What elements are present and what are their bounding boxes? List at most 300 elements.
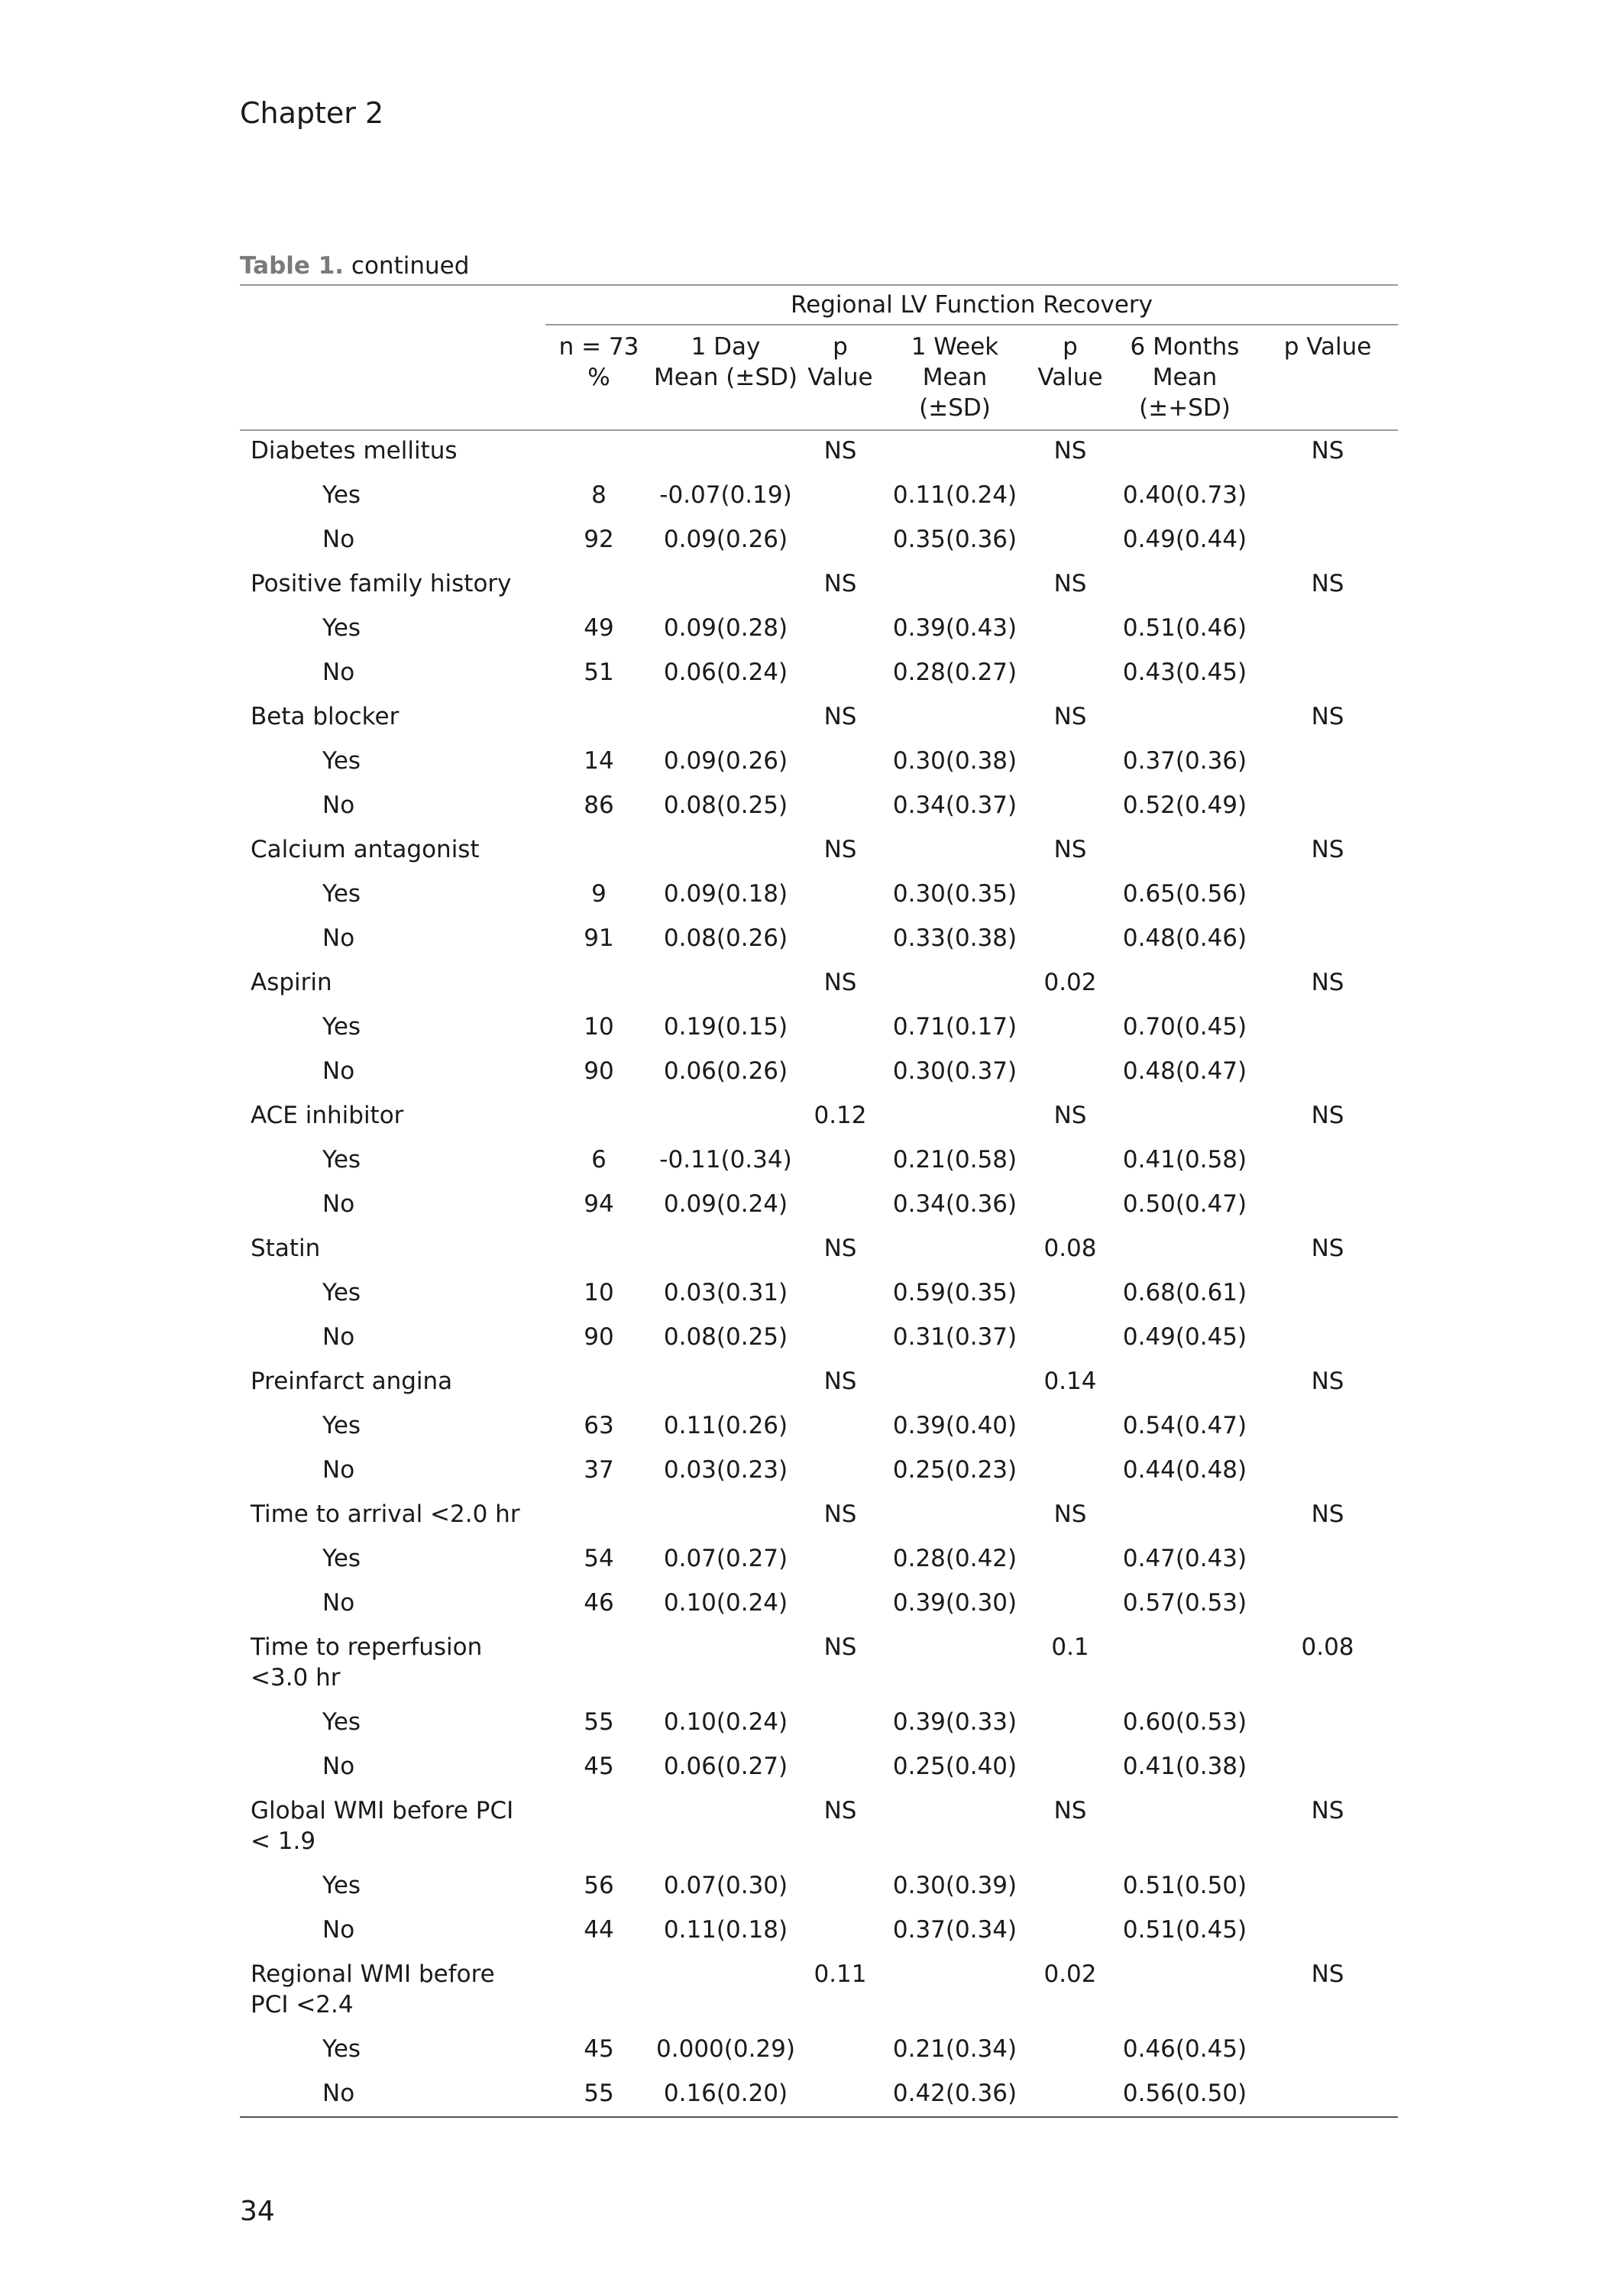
cell-p1: [799, 1317, 882, 1361]
cell-p1: [799, 741, 882, 785]
cell-1day: [652, 1627, 799, 1702]
cell-n: 54: [584, 1545, 614, 1572]
cell-6months: 0.51(0.46): [1122, 614, 1247, 642]
cell-1day: 0.09(0.26): [663, 747, 788, 775]
cell-1day: 0.09(0.24): [663, 1190, 788, 1218]
header-variable: [240, 325, 545, 430]
cell-1week: 0.71(0.17): [892, 1013, 1017, 1041]
cell-n: 51: [584, 659, 614, 686]
group-header-row: [240, 285, 1398, 325]
cell-n: [545, 1229, 652, 1273]
cell-p1: [799, 1140, 882, 1184]
cell-6months: 0.41(0.58): [1122, 1146, 1247, 1174]
cell-p3: [1257, 1450, 1398, 1494]
cell-1week: 0.25(0.23): [892, 1456, 1017, 1484]
cell-1week: [882, 1627, 1028, 1702]
cell-6months: [1112, 1791, 1257, 1866]
cell-6months: [1112, 430, 1257, 475]
cell-1day: 0.08(0.25): [663, 792, 788, 819]
cell-p1: [799, 785, 882, 830]
cell-p3: [1257, 1866, 1398, 1910]
cell-n: [545, 1096, 652, 1140]
cell-p1: [799, 1539, 882, 1583]
cell-n: [545, 1954, 652, 2029]
cell-6months: 0.44(0.48): [1122, 1456, 1247, 1484]
cell-p2: [1028, 918, 1112, 963]
row-label: No: [322, 1753, 355, 1780]
cell-1week: [882, 430, 1028, 475]
cell-1day: 0.08(0.25): [663, 1323, 788, 1351]
cell-p1: NS: [823, 1633, 857, 1661]
cell-p3: [1257, 2029, 1398, 2073]
cell-1day: 0.06(0.26): [663, 1057, 788, 1085]
cell-1week: 0.31(0.37): [892, 1323, 1017, 1351]
cell-p1: NS: [823, 1235, 857, 1262]
row-label: No: [322, 1323, 355, 1351]
cell-1week: 0.28(0.42): [892, 1545, 1017, 1572]
row-label: No: [322, 1456, 355, 1484]
table-caption: [240, 249, 469, 283]
cell-p3: [1257, 1184, 1398, 1229]
row-label: No: [322, 659, 355, 686]
cell-p3: NS: [1311, 1368, 1344, 1395]
cell-p2: [1028, 1273, 1112, 1317]
cell-p2: [1028, 1406, 1112, 1450]
page-number: 34: [240, 2196, 275, 2227]
cell-1day: [652, 1229, 799, 1273]
cell-1week: [882, 963, 1028, 1007]
header-p-value-2: p Value: [1028, 325, 1112, 430]
cell-1day: -0.11(0.34): [659, 1146, 792, 1174]
cell-n: 6: [591, 1146, 607, 1174]
cell-p3: [1257, 1910, 1398, 1954]
row-label: Regional WMI before PCI <2.4: [251, 1960, 495, 2018]
cell-p2: [1028, 608, 1112, 652]
cell-p1: [799, 2029, 882, 2073]
cell-p1: [799, 1051, 882, 1096]
row-label: No: [322, 1190, 355, 1218]
cell-6months: [1112, 1627, 1257, 1702]
cell-1week: 0.28(0.27): [892, 659, 1017, 686]
cell-6months: 0.48(0.47): [1122, 1057, 1247, 1085]
row-label: Yes: [322, 1013, 361, 1041]
table-row-sub: [240, 874, 1398, 918]
cell-p1: [799, 608, 882, 652]
cell-p1: [799, 2073, 882, 2117]
table-row-sub: [240, 1007, 1398, 1051]
table-row-sub: [240, 520, 1398, 564]
cell-p3: [1257, 475, 1398, 520]
row-label: No: [322, 1916, 355, 1944]
table-row-sub: [240, 652, 1398, 697]
cell-p1: NS: [823, 969, 857, 996]
cell-n: 45: [584, 2035, 614, 2063]
table-row-sub: [240, 785, 1398, 830]
cell-1week: 0.39(0.43): [892, 614, 1017, 642]
cell-1week: 0.21(0.34): [892, 2035, 1017, 2063]
row-label: Yes: [322, 747, 361, 775]
cell-1day: 0.09(0.26): [663, 526, 788, 553]
table-row-sub: [240, 1140, 1398, 1184]
cell-n: [545, 697, 652, 741]
cell-6months: 0.56(0.50): [1112, 2073, 1257, 2117]
cell-p2: [1028, 1747, 1112, 1791]
cell-p1: [799, 1747, 882, 1791]
cell-p3: [1257, 1051, 1398, 1096]
cell-n: [545, 430, 652, 475]
cell-1day: [652, 1791, 799, 1866]
cell-1week: 0.39(0.33): [892, 1708, 1017, 1736]
table-row-group: [240, 1229, 1398, 1273]
cell-1day: 0.03(0.31): [663, 1279, 788, 1306]
cell-6months: 0.51(0.45): [1122, 1916, 1247, 1944]
table-row-sub: [240, 2029, 1398, 2073]
table-row-group: [240, 1627, 1398, 1702]
cell-p1: [799, 475, 882, 520]
cell-p1: 0.11: [814, 1960, 867, 1988]
cell-p2: 0.14: [1043, 1368, 1097, 1395]
cell-p3: [1257, 1317, 1398, 1361]
cell-n: 14: [584, 747, 614, 775]
cell-1day: 0.06(0.27): [663, 1753, 788, 1780]
cell-1day: -0.07(0.19): [659, 481, 792, 509]
cell-n: 56: [584, 1872, 614, 1899]
cell-1day: [652, 830, 799, 874]
row-label: Yes: [322, 481, 361, 509]
cell-p3: [1257, 1140, 1398, 1184]
cell-1day: 0.10(0.24): [663, 1708, 788, 1736]
cell-p1: [799, 1007, 882, 1051]
cell-6months: 0.41(0.38): [1122, 1753, 1247, 1780]
row-label: Yes: [322, 880, 361, 908]
row-label: Preinfarct angina: [251, 1368, 453, 1395]
row-label: Statin: [251, 1235, 321, 1262]
cell-6months: 0.57(0.53): [1122, 1589, 1247, 1617]
cell-p2: [1028, 520, 1112, 564]
row-label: Yes: [322, 614, 361, 642]
cell-1day: [652, 1494, 799, 1539]
cell-n: 90: [584, 1323, 614, 1351]
cell-n: 94: [584, 1190, 614, 1218]
cell-n: 10: [584, 1013, 614, 1041]
cell-p2: NS: [1053, 437, 1087, 465]
cell-p3: [1257, 1406, 1398, 1450]
table-row-sub: [240, 1583, 1398, 1627]
cell-p2: [1028, 874, 1112, 918]
cell-1day: 0.16(0.20): [652, 2073, 799, 2117]
cell-1week: [882, 1494, 1028, 1539]
cell-p2: [1028, 1866, 1112, 1910]
cell-p2: NS: [1053, 1500, 1087, 1528]
cell-6months: 0.49(0.44): [1122, 526, 1247, 553]
cell-1day: 0.10(0.24): [663, 1589, 788, 1617]
cell-p3: [1257, 520, 1398, 564]
table-row-group: [240, 430, 1398, 475]
cell-1week: [882, 1096, 1028, 1140]
row-label: Time to arrival <2.0 hr: [251, 1500, 520, 1528]
chapter-heading: Chapter 2: [240, 96, 384, 130]
cell-1week: [882, 564, 1028, 608]
cell-p2: [1028, 1140, 1112, 1184]
cell-1day: [652, 1954, 799, 2029]
table-row-group: [240, 830, 1398, 874]
cell-6months: [1112, 697, 1257, 741]
cell-1day: [652, 697, 799, 741]
cell-1day: 0.06(0.24): [663, 659, 788, 686]
table-row-group: [240, 697, 1398, 741]
table-row-sub: [240, 1866, 1398, 1910]
cell-p3: 0.08: [1301, 1633, 1354, 1661]
table-row-sub: [240, 1184, 1398, 1229]
cell-p1: [799, 520, 882, 564]
cell-n: 92: [584, 526, 614, 553]
cell-1week: 0.21(0.58): [892, 1146, 1017, 1174]
cell-n: 8: [591, 481, 607, 509]
table-row-group: [240, 1791, 1398, 1866]
cell-6months: 0.47(0.43): [1122, 1545, 1247, 1572]
cell-1day: 0.09(0.28): [663, 614, 788, 642]
cell-p1: NS: [823, 1368, 857, 1395]
row-label: Yes: [322, 1279, 361, 1306]
cell-1week: 0.59(0.35): [892, 1279, 1017, 1306]
cell-6months: 0.48(0.46): [1122, 924, 1247, 952]
table-row-sub: [240, 2073, 1398, 2117]
cell-6months: [1112, 1229, 1257, 1273]
row-label: Aspirin: [251, 969, 332, 996]
cell-p1: [799, 1184, 882, 1229]
cell-p2: 0.1: [1051, 1633, 1089, 1661]
cell-6months: [1112, 830, 1257, 874]
table-row-sub: [240, 1317, 1398, 1361]
row-label: Calcium antagonist: [251, 836, 480, 863]
cell-p2: [1028, 1702, 1112, 1747]
cell-p1: [799, 1406, 882, 1450]
cell-p1: [799, 1583, 882, 1627]
row-label: Yes: [322, 1412, 361, 1439]
cell-1week: 0.30(0.39): [892, 1872, 1017, 1899]
cell-p3: NS: [1311, 1500, 1344, 1528]
row-label: Yes: [322, 1545, 361, 1572]
cell-p2: [1028, 1007, 1112, 1051]
cell-n: 55: [584, 1708, 614, 1736]
cell-1week: 0.34(0.36): [892, 1190, 1017, 1218]
cell-1week: 0.30(0.35): [892, 880, 1017, 908]
table-row-group: [240, 963, 1398, 1007]
row-label: No: [322, 924, 355, 952]
cell-1week: [882, 1361, 1028, 1406]
cell-p2: [1028, 741, 1112, 785]
row-label: No: [322, 792, 355, 819]
row-label: No: [322, 1057, 355, 1085]
cell-n: 37: [584, 1456, 614, 1484]
cell-n: [545, 963, 652, 1007]
cell-p3: NS: [1311, 437, 1344, 465]
cell-1day: [652, 564, 799, 608]
cell-1day: 0.11(0.26): [663, 1412, 788, 1439]
cell-n: [545, 1627, 652, 1702]
cell-1day: 0.08(0.26): [663, 924, 788, 952]
header-p-value-1: p Value: [799, 325, 882, 430]
cell-n: 90: [584, 1057, 614, 1085]
results-table-container: [240, 284, 1398, 2118]
cell-n: 9: [591, 880, 607, 908]
cell-1week: 0.39(0.30): [892, 1589, 1017, 1617]
cell-6months: [1112, 963, 1257, 1007]
cell-p2: 0.08: [1043, 1235, 1097, 1262]
cell-1day: 0.09(0.18): [663, 880, 788, 908]
cell-p1: NS: [823, 1500, 857, 1528]
cell-p3: [1257, 918, 1398, 963]
cell-1week: 0.42(0.36): [882, 2073, 1028, 2117]
cell-n: 44: [584, 1916, 614, 1944]
cell-p1: [799, 652, 882, 697]
cell-p1: [799, 1866, 882, 1910]
cell-p3: NS: [1311, 1102, 1344, 1129]
cell-n: 91: [584, 924, 614, 952]
cell-p2: NS: [1053, 570, 1087, 597]
cell-p2: [1028, 475, 1112, 520]
row-label: Yes: [322, 1872, 361, 1899]
cell-6months: 0.52(0.49): [1122, 792, 1247, 819]
cell-1week: [882, 697, 1028, 741]
cell-p2: [1028, 2073, 1112, 2117]
cell-p1: [799, 918, 882, 963]
header-1week-mean: 1 Week Mean (±SD): [882, 325, 1028, 430]
table-row-sub: [240, 1051, 1398, 1096]
row-label: Global WMI before PCI < 1.9: [251, 1797, 514, 1855]
cell-6months: 0.51(0.50): [1122, 1872, 1247, 1899]
cell-6months: 0.46(0.45): [1122, 2035, 1247, 2063]
cell-p2: [1028, 1539, 1112, 1583]
cell-n: 86: [584, 792, 614, 819]
group-header: Regional LV Function Recovery: [545, 285, 1398, 325]
cell-1week: 0.37(0.34): [892, 1916, 1017, 1944]
cell-p3: [1257, 608, 1398, 652]
cell-1day: [652, 963, 799, 1007]
cell-p3: NS: [1311, 969, 1344, 996]
cell-p2: 0.02: [1043, 969, 1097, 996]
cell-n: 45: [584, 1753, 614, 1780]
cell-p2: [1028, 1583, 1112, 1627]
cell-p3: [1257, 741, 1398, 785]
cell-p1: NS: [823, 703, 857, 730]
cell-p2: [1028, 2029, 1112, 2073]
cell-p3: NS: [1311, 1235, 1344, 1262]
cell-1week: 0.33(0.38): [892, 924, 1017, 952]
cell-p3: [1257, 1583, 1398, 1627]
cell-p1: NS: [823, 836, 857, 863]
cell-1week: 0.30(0.37): [892, 1057, 1017, 1085]
cell-n: [545, 830, 652, 874]
cell-p1: [799, 1450, 882, 1494]
cell-6months: 0.43(0.45): [1122, 659, 1247, 686]
table-caption-text: continued: [344, 252, 470, 280]
cell-p2: NS: [1053, 1797, 1087, 1824]
cell-6months: [1112, 1361, 1257, 1406]
cell-p2: [1028, 1051, 1112, 1096]
cell-p3: [1257, 785, 1398, 830]
cell-p3: [1257, 1747, 1398, 1791]
cell-n: 49: [584, 614, 614, 642]
cell-1week: 0.34(0.37): [892, 792, 1017, 819]
row-label: Yes: [322, 1708, 361, 1736]
cell-p2: [1028, 1317, 1112, 1361]
table-row-sub: [240, 1910, 1398, 1954]
cell-1week: [882, 1791, 1028, 1866]
table-row-group: [240, 1361, 1398, 1406]
cell-p1: 0.12: [814, 1102, 867, 1129]
table-row-group: [240, 1494, 1398, 1539]
cell-1week: 0.11(0.24): [892, 481, 1017, 509]
cell-6months: [1112, 1096, 1257, 1140]
cell-p2: [1028, 1184, 1112, 1229]
cell-6months: 0.54(0.47): [1122, 1412, 1247, 1439]
cell-6months: [1112, 1954, 1257, 2029]
cell-p1: [799, 1910, 882, 1954]
cell-6months: 0.60(0.53): [1122, 1708, 1247, 1736]
header-blank: [240, 285, 545, 325]
cell-p2: 0.02: [1043, 1960, 1097, 1988]
cell-p1: [799, 1273, 882, 1317]
row-label: Yes: [322, 2035, 361, 2063]
cell-1week: 0.35(0.36): [892, 526, 1017, 553]
table-row-sub: [240, 1539, 1398, 1583]
cell-p2: NS: [1053, 1102, 1087, 1129]
cell-n: [545, 1361, 652, 1406]
table-row-sub: [240, 1406, 1398, 1450]
cell-p2: [1028, 1910, 1112, 1954]
cell-1week: 0.25(0.40): [892, 1753, 1017, 1780]
cell-p1: NS: [823, 570, 857, 597]
cell-p2: NS: [1053, 703, 1087, 730]
cell-p1: [799, 1702, 882, 1747]
header-1day-mean: 1 Day Mean (±SD): [652, 325, 799, 430]
results-table: [240, 284, 1398, 2118]
cell-p3: [1257, 2073, 1398, 2117]
cell-1day: 0.11(0.18): [663, 1916, 788, 1944]
cell-p3: NS: [1311, 1797, 1344, 1824]
cell-1day: 0.07(0.30): [663, 1872, 788, 1899]
row-label: No: [322, 526, 355, 553]
table-row-sub: [240, 475, 1398, 520]
row-label: Time to reperfusion <3.0 hr: [251, 1633, 483, 1691]
row-label: ACE inhibitor: [251, 1102, 404, 1129]
cell-p3: [1257, 1007, 1398, 1051]
table-row-sub: [240, 1702, 1398, 1747]
cell-6months: 0.65(0.56): [1122, 880, 1247, 908]
table-body: [240, 430, 1398, 2117]
cell-1day: 0.19(0.15): [663, 1013, 788, 1041]
header-6months-mean: 6 Months Mean (±+SD): [1112, 325, 1257, 430]
row-label: No: [322, 1589, 355, 1617]
cell-1week: [882, 830, 1028, 874]
table-row-group: [240, 564, 1398, 608]
cell-1day: 0.03(0.23): [663, 1456, 788, 1484]
cell-n: [545, 564, 652, 608]
table-row-sub: [240, 918, 1398, 963]
cell-1day: 0.07(0.27): [663, 1545, 788, 1572]
cell-p3: NS: [1311, 1960, 1344, 1988]
table-row-group: [240, 1096, 1398, 1140]
cell-p3: [1257, 874, 1398, 918]
cell-6months: 0.70(0.45): [1122, 1013, 1247, 1041]
cell-n: [545, 1494, 652, 1539]
cell-p3: [1257, 652, 1398, 697]
cell-6months: 0.40(0.73): [1122, 481, 1247, 509]
cell-6months: 0.50(0.47): [1122, 1190, 1247, 1218]
cell-p2: [1028, 1450, 1112, 1494]
row-label: Diabetes mellitus: [251, 437, 458, 465]
